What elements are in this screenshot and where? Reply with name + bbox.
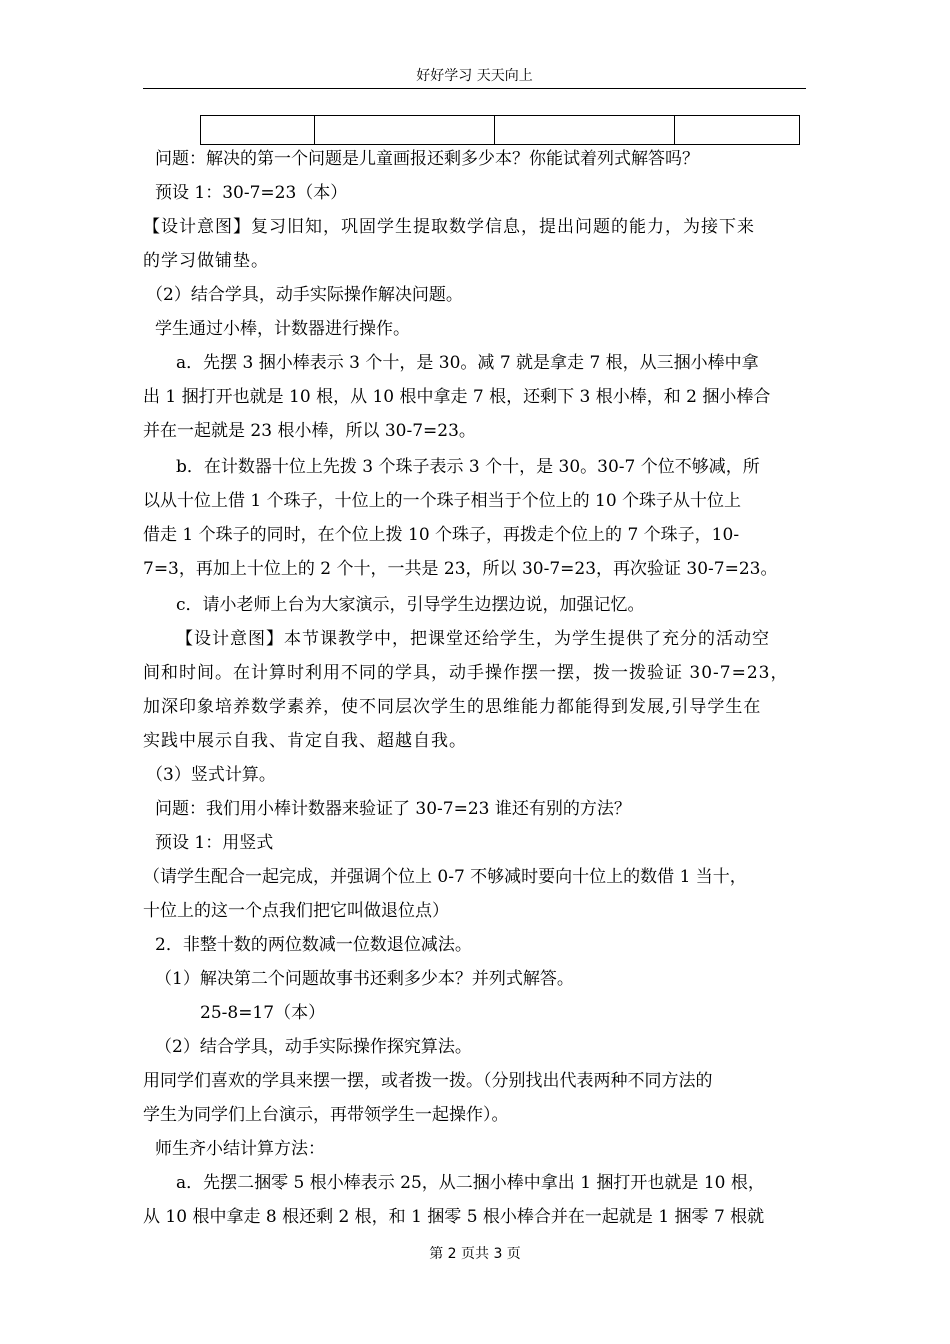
text-line: a．先摆 3 捆小棒表示 3 个十，是 30。减 7 就是拿走 7 根，从三捆小棒中拿: [176, 353, 759, 373]
text-line: 借走 1 个珠子的同时，在个位上拨 10 个珠子，再拨走个位上的 7 个珠子，10-: [143, 525, 740, 545]
text-line: （2）结合学具，动手实际操作探究算法。: [155, 1037, 472, 1057]
text-line: b．在计数器十位上先拨 3 个珠子表示 3 个十，是 30。30-7 个位不够减，所: [176, 457, 760, 477]
text-line: 出 1 捆打开也就是 10 根，从 10 根中拿走 7 根，还剩下 3 根小棒，和 2 捆小棒合: [143, 387, 771, 407]
text-line: 问题：我们用小棒计数器来验证了 30-7=23 谁还有别的方法？: [155, 799, 631, 819]
design-note: 【设计意图】本节课教学中，把课堂还给学生，为学生提供了充分的活动空: [176, 629, 770, 649]
table-row: [201, 116, 800, 145]
text-line: 25-8=17（本）: [200, 1003, 326, 1023]
header-rule: [143, 88, 806, 89]
text-line: 问题：解决的第一个问题是儿童画报还剩多少本？你能试着列式解答吗？: [155, 149, 699, 169]
text-line: 学生通过小棒，计数器进行操作。: [155, 319, 410, 339]
page-header: 好好学习 天天向上: [416, 68, 533, 84]
table-cell: [495, 116, 675, 145]
design-note: 加深印象培养数学素养，使不同层次学生的思维能力都能得到发展,引导学生在: [143, 697, 762, 717]
text-line: （请学生配合一起完成，并强调个位上 0-7 不够减时要向十位上的数借 1 当十，: [143, 867, 747, 887]
text-line: 学生为同学们上台演示，再带领学生一起操作）。: [143, 1105, 509, 1125]
text-line: 预设 1：30-7=23（本）: [155, 183, 348, 203]
text-line: c．请小老师上台为大家演示，引导学生边摆边说，加强记忆。: [176, 595, 645, 615]
design-note: 【设计意图】复习旧知，巩固学生提取数学信息，提出问题的能力，为接下来: [143, 217, 755, 237]
page-footer: 第 2 页共 3 页: [429, 1246, 521, 1262]
text-line: 十位上的这一个点我们把它叫做退位点）: [143, 901, 449, 921]
table-cell: [315, 116, 495, 145]
text-line: 并在一起就是 23 根小棒，所以 30-7=23。: [143, 421, 476, 441]
text-line: 师生齐小结计算方法：: [155, 1139, 325, 1159]
text-line: 2．非整十数的两位数减一位数退位减法。: [155, 935, 472, 955]
text-line: （2）结合学具，动手实际操作解决问题。: [146, 285, 463, 305]
text-line: 预设 1：用竖式: [155, 833, 274, 853]
design-note: 间和时间。在计算时利用不同的学具，动手操作摆一摆，拨一拨验证 30-7=23，: [143, 663, 789, 683]
table-cell: [201, 116, 315, 145]
design-note: 的学习做铺垫。: [143, 251, 269, 271]
text-line: 7=3，再加上十位上的 2 个十，一共是 23，所以 30-7=23，再次验证 30-7=23。: [143, 559, 778, 579]
text-line: （1）解决第二个问题故事书还剩多少本？并列式解答。: [155, 969, 574, 989]
text-line: （3）竖式计算。: [146, 765, 276, 785]
design-note: 实践中展示自我、肯定自我、超越自我。: [143, 731, 467, 751]
text-line: 用同学们喜欢的学具来摆一摆，或者拨一拨。（分别找出代表两种不同方法的: [143, 1071, 713, 1091]
text-line: a．先摆二捆零 5 根小棒表示 25，从二捆小棒中拿出 1 捆打开也就是 10 根，: [176, 1173, 765, 1193]
blank-table: [200, 115, 800, 145]
text-line: 从 10 根中拿走 8 根还剩 2 根，和 1 捆零 5 根小棒合并在一起就是 1 捆零 7 根就: [143, 1207, 765, 1227]
table-cell: [675, 116, 800, 145]
text-line: 以从十位上借 1 个珠子，十位上的一个珠子相当于个位上的 10 个珠子从十位上: [143, 491, 742, 511]
